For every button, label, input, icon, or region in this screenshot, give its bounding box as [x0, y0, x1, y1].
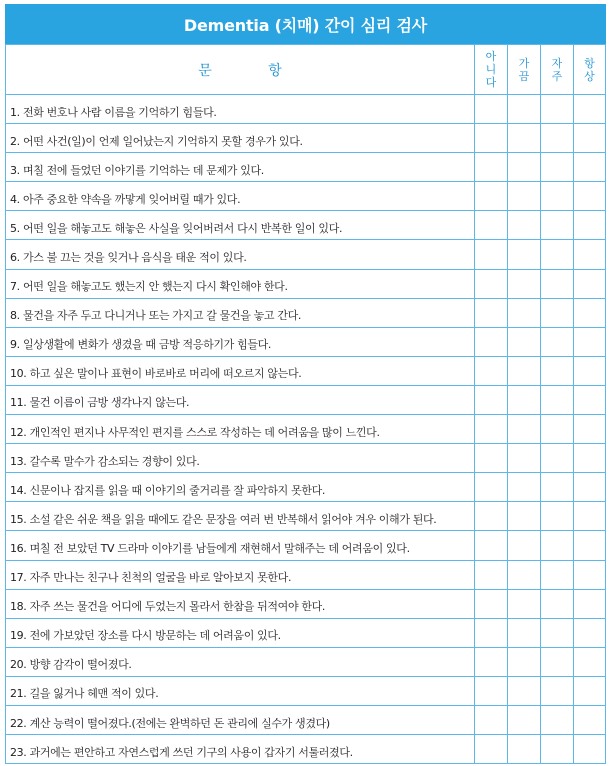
answer-cell-always[interactable]	[574, 124, 606, 153]
answer-cell-always[interactable]	[574, 676, 606, 705]
answer-cell-always[interactable]	[574, 269, 606, 298]
answer-cell-sometimes[interactable]	[508, 618, 541, 647]
answer-cell-often[interactable]	[541, 385, 574, 414]
question-text: 8. 물건을 자주 두고 다니거나 또는 가지고 갈 물건을 놓고 간다.	[6, 298, 475, 327]
question-row	[6, 705, 606, 734]
answer-cell-often[interactable]	[541, 444, 574, 473]
answer-cell-often[interactable]	[541, 647, 574, 676]
question-text: 21. 길을 잃거나 헤맨 적이 있다.	[6, 676, 475, 705]
answer-cell-often[interactable]	[541, 240, 574, 269]
answer-cell-always[interactable]	[574, 95, 606, 124]
answer-cell-often[interactable]	[541, 211, 574, 240]
answer-cell-always[interactable]	[574, 618, 606, 647]
question-row	[6, 589, 606, 618]
question-text: 10. 하고 싶은 말이나 표현이 바로바로 머리에 떠오르지 않는다.	[6, 356, 475, 385]
answer-cell-always[interactable]	[574, 298, 606, 327]
question-row	[6, 502, 606, 531]
question-text: 23. 과거에는 편안하고 자연스럽게 쓰던 기구의 사용이 갑자기 서툴러졌다.	[6, 735, 475, 764]
question-text: 3. 며칠 전에 들었던 이야기를 기억하는 데 문제가 있다.	[6, 153, 475, 182]
question-rows	[6, 95, 606, 764]
answer-cell-never[interactable]	[475, 415, 508, 444]
answer-cell-sometimes[interactable]	[508, 444, 541, 473]
answer-cell-often[interactable]	[541, 502, 574, 531]
question-text: 2. 어떤 사건(일)이 언제 일어났는지 기억하지 못할 경우가 있다.	[6, 124, 475, 153]
question-row	[6, 124, 606, 153]
answer-cell-always[interactable]	[574, 240, 606, 269]
answer-cell-sometimes[interactable]	[508, 95, 541, 124]
question-row	[6, 560, 606, 589]
question-row	[6, 473, 606, 502]
answer-cell-always[interactable]	[574, 356, 606, 385]
answer-cell-never[interactable]	[475, 269, 508, 298]
answer-cell-never[interactable]	[475, 356, 508, 385]
answer-cell-often[interactable]	[541, 618, 574, 647]
question-row	[6, 444, 606, 473]
question-row	[6, 356, 606, 385]
question-row	[6, 95, 606, 124]
answer-cell-never[interactable]	[475, 385, 508, 414]
answer-cell-always[interactable]	[574, 647, 606, 676]
question-text: 12. 개인적인 편지나 사무적인 편지를 스스로 작성하는 데 어려움을 많이 느낀다.	[6, 415, 475, 444]
column-header-sometimes: 가끔	[508, 45, 541, 95]
answer-cell-always[interactable]	[574, 531, 606, 560]
question-text: 13. 갈수록 말수가 감소되는 경향이 있다.	[6, 444, 475, 473]
answer-cell-never[interactable]	[475, 647, 508, 676]
question-row	[6, 647, 606, 676]
answer-cell-sometimes[interactable]	[508, 269, 541, 298]
table-header-row	[6, 45, 606, 95]
question-text: 18. 자주 쓰는 물건을 어디에 두었는지 몰라서 한참을 뒤적여야 한다.	[6, 589, 475, 618]
answer-cell-often[interactable]	[541, 124, 574, 153]
answer-cell-sometimes[interactable]	[508, 327, 541, 356]
question-row	[6, 415, 606, 444]
answer-cell-sometimes[interactable]	[508, 647, 541, 676]
answer-cell-never[interactable]	[475, 735, 508, 764]
answer-cell-often[interactable]	[541, 153, 574, 182]
question-text: 1. 전화 번호나 사람 이름을 기억하기 힘들다.	[6, 95, 475, 124]
answer-cell-sometimes[interactable]	[508, 676, 541, 705]
question-row	[6, 618, 606, 647]
answer-cell-always[interactable]	[574, 589, 606, 618]
answer-cell-never[interactable]	[475, 473, 508, 502]
answer-cell-sometimes[interactable]	[508, 356, 541, 385]
question-row	[6, 385, 606, 414]
question-row	[6, 735, 606, 764]
answer-cell-never[interactable]	[475, 327, 508, 356]
answer-cell-sometimes[interactable]	[508, 124, 541, 153]
question-text: 14. 신문이나 잡지를 읽을 때 이야기의 줄거리를 잘 파악하지 못한다.	[6, 473, 475, 502]
question-text: 4. 아주 중요한 약속을 까맣게 잊어버릴 때가 있다.	[6, 182, 475, 211]
answer-cell-often[interactable]	[541, 356, 574, 385]
question-text: 9. 일상생활에 변화가 생겼을 때 금방 적응하기가 힘들다.	[6, 327, 475, 356]
answer-cell-always[interactable]	[574, 473, 606, 502]
answer-cell-sometimes[interactable]	[508, 473, 541, 502]
answer-cell-sometimes[interactable]	[508, 735, 541, 764]
answer-cell-sometimes[interactable]	[508, 589, 541, 618]
answer-cell-always[interactable]	[574, 182, 606, 211]
answer-cell-always[interactable]	[574, 153, 606, 182]
answer-cell-always[interactable]	[574, 705, 606, 734]
question-row	[6, 211, 606, 240]
column-header-never: 아니다	[475, 45, 508, 95]
answer-cell-often[interactable]	[541, 676, 574, 705]
question-row	[6, 298, 606, 327]
answer-cell-often[interactable]	[541, 705, 574, 734]
answer-cell-often[interactable]	[541, 298, 574, 327]
answer-cell-sometimes[interactable]	[508, 298, 541, 327]
answer-cell-sometimes[interactable]	[508, 502, 541, 531]
answer-cell-never[interactable]	[475, 298, 508, 327]
answer-cell-often[interactable]	[541, 560, 574, 589]
question-text: 15. 소설 같은 쉬운 책을 읽을 때에도 같은 문장을 여러 번 반복해서 읽어야 겨우 이해가 된다.	[6, 502, 475, 531]
answer-cell-never[interactable]	[475, 618, 508, 647]
question-row	[6, 240, 606, 269]
answer-cell-always[interactable]	[574, 444, 606, 473]
answer-cell-always[interactable]	[574, 211, 606, 240]
answer-cell-never[interactable]	[475, 211, 508, 240]
answer-cell-often[interactable]	[541, 327, 574, 356]
form-title: Dementia (치매) 간이 심리 검사	[5, 4, 606, 44]
answer-cell-never[interactable]	[475, 153, 508, 182]
answer-cell-often[interactable]	[541, 269, 574, 298]
answer-cell-sometimes[interactable]	[508, 560, 541, 589]
answer-cell-never[interactable]	[475, 589, 508, 618]
answer-cell-never[interactable]	[475, 240, 508, 269]
answer-cell-never[interactable]	[475, 705, 508, 734]
answer-cell-sometimes[interactable]	[508, 153, 541, 182]
answer-cell-sometimes[interactable]	[508, 385, 541, 414]
answer-cell-often[interactable]	[541, 531, 574, 560]
question-row	[6, 327, 606, 356]
answer-cell-sometimes[interactable]	[508, 705, 541, 734]
question-table	[5, 44, 606, 764]
answer-cell-sometimes[interactable]	[508, 240, 541, 269]
question-text: 17. 자주 만나는 친구나 친척의 얼굴을 바로 알아보지 못한다.	[6, 560, 475, 589]
question-text: 16. 며칠 전 보았던 TV 드라마 이야기를 남들에게 재현해서 말해주는 데 어려움이 있다.	[6, 531, 475, 560]
question-row	[6, 676, 606, 705]
question-column-header: 문 항	[6, 45, 475, 95]
answer-cell-sometimes[interactable]	[508, 182, 541, 211]
question-text: 20. 방향 감각이 떨어졌다.	[6, 647, 475, 676]
answer-cell-sometimes[interactable]	[508, 211, 541, 240]
answer-cell-never[interactable]	[475, 560, 508, 589]
column-header-often: 자주	[541, 45, 574, 95]
answer-cell-often[interactable]	[541, 735, 574, 764]
dementia-test-form	[5, 4, 606, 764]
question-row	[6, 153, 606, 182]
answer-cell-often[interactable]	[541, 415, 574, 444]
question-text: 7. 어떤 일을 해놓고도 했는지 안 했는지 다시 확인해야 한다.	[6, 269, 475, 298]
answer-cell-never[interactable]	[475, 182, 508, 211]
answer-cell-always[interactable]	[574, 560, 606, 589]
answer-cell-often[interactable]	[541, 182, 574, 211]
question-text: 22. 계산 능력이 떨어졌다.(전에는 완벽하던 돈 관리에 실수가 생겼다)	[6, 705, 475, 734]
answer-cell-always[interactable]	[574, 735, 606, 764]
question-row	[6, 182, 606, 211]
question-text: 19. 전에 가보았던 장소를 다시 방문하는 데 어려움이 있다.	[6, 618, 475, 647]
answer-cell-never[interactable]	[475, 444, 508, 473]
question-row	[6, 531, 606, 560]
answer-cell-always[interactable]	[574, 415, 606, 444]
answer-cell-always[interactable]	[574, 502, 606, 531]
answer-cell-sometimes[interactable]	[508, 531, 541, 560]
column-header-always: 항상	[574, 45, 606, 95]
answer-cell-often[interactable]	[541, 589, 574, 618]
question-text: 11. 물건 이름이 금방 생각나지 않는다.	[6, 385, 475, 414]
answer-cell-always[interactable]	[574, 327, 606, 356]
answer-cell-sometimes[interactable]	[508, 415, 541, 444]
answer-cell-never[interactable]	[475, 676, 508, 705]
answer-cell-always[interactable]	[574, 385, 606, 414]
answer-cell-often[interactable]	[541, 473, 574, 502]
answer-cell-never[interactable]	[475, 124, 508, 153]
answer-cell-never[interactable]	[475, 95, 508, 124]
answer-cell-never[interactable]	[475, 531, 508, 560]
answer-cell-never[interactable]	[475, 502, 508, 531]
answer-cell-often[interactable]	[541, 95, 574, 124]
question-row	[6, 269, 606, 298]
question-text: 5. 어떤 일을 해놓고도 해놓은 사실을 잊어버려서 다시 반복한 일이 있다.	[6, 211, 475, 240]
question-text: 6. 가스 불 끄는 것을 잊거나 음식을 태운 적이 있다.	[6, 240, 475, 269]
